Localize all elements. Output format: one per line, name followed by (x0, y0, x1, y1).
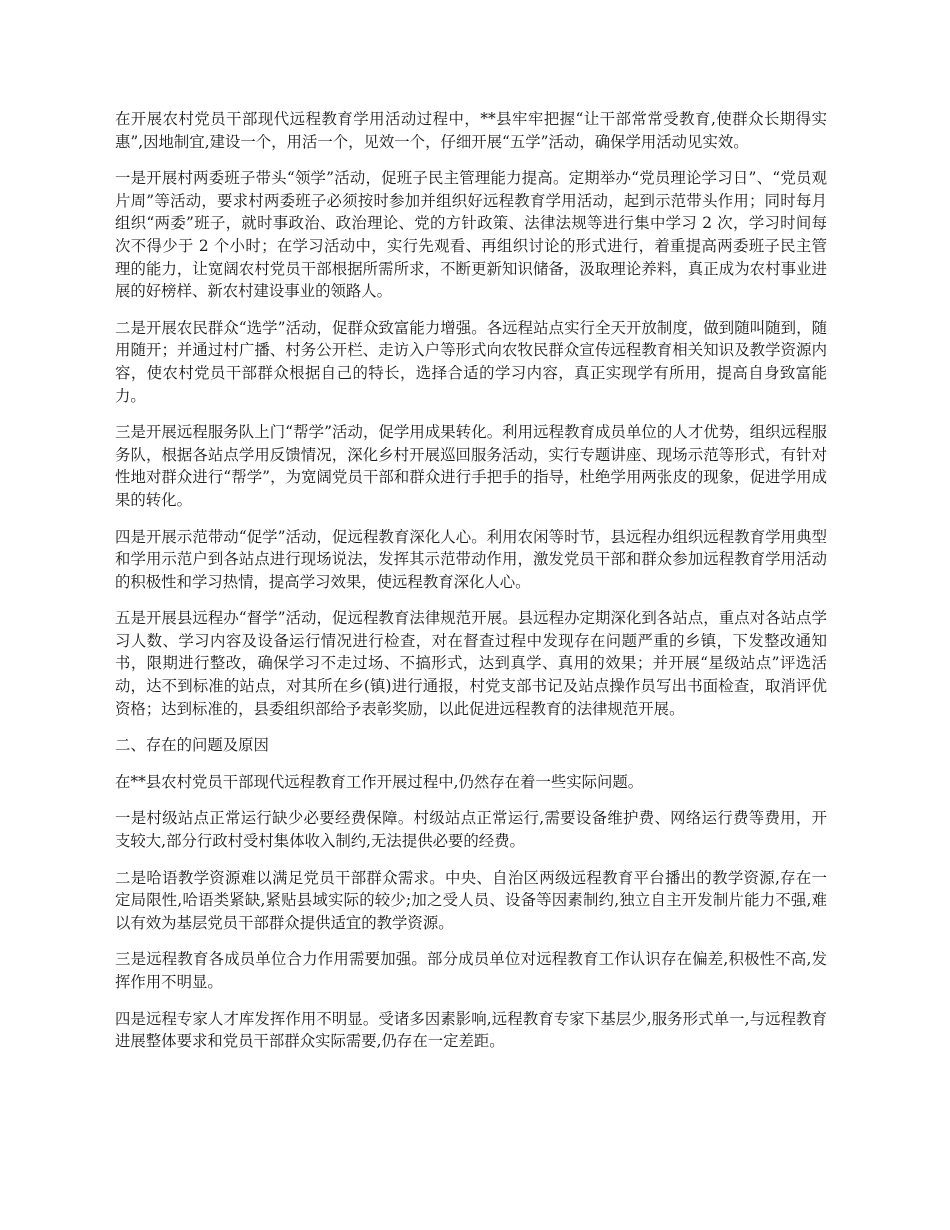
paragraph-cuxue: 四是开展示范带动“促学”活动，促远程教育深化人心。利用农闲等时节，县远程办组织远程教育学用典型和学用示范户到各站点进行现场说法，发挥其示范带动作用，激发党员干部和群众参加远程教育学用活动的积极性和学习热情，提高学习效果，使远程教育深化人心。 (115, 527, 827, 591)
problem-paragraph-resources: 二是哈语教学资源难以满足党员干部群众需求。中央、自治区两级远程教育平台播出的教学资源,存在一定局限性,哈语类紧缺,紧贴县域实际的较少;加之受人员、设备等因素制约,独立自主开发制片能力不强,难以有效为基层党员干部群众提供适宜的教学资源。 (115, 868, 827, 932)
problems-intro-paragraph: 在**县农村党员干部现代远程教育工作开展过程中,仍然存在着一些实际问题。 (115, 772, 644, 791)
paragraph-duxue: 五是开展县远程办“督学”活动，促远程教育法律规范开展。县远程办定期深化到各站点，重点对各站点学习人数、学习内容及设备运行情况进行检查，对在督查过程中发现存在问题严重的乡镇，下发整改通知书，限期进行整改，确保学习不走过场、不搞形式，达到真学、真用的效果；并开展“星级站点”评选活动，达不到标准的站点，对其所在乡(镇)进行通报，村党支部书记及站点操作员写出书面检查，取消评优资格；达到标准的，县委组织部给予表彰奖励，以此促进远程教育的法律规范开展。 (115, 609, 827, 718)
intro-paragraph: 在开展农村党员干部现代远程教育学用活动过程中，**县牢牢把握“让干部常常受教育,使群众长期得实惠”,因地制宜,建设一个，用活一个，见效一个，仔细开展“五学”活动，确保学用活动见实效。 (115, 110, 827, 151)
paragraph-lingxue: 一是开展村两委班子带头“领学”活动，促班子民主管理能力提高。定期举办“党员理论学习日”、“党员观片周”等活动，要求村两委班子必须按时参加并组织好远程教育学用活动，起到示范带头作用；同时每月组织“两委”班子，就时事政治、政治理论、党的方针政策、法律法规等进行集中学习 2 次，学习时间每次不得少于 2 个小时；在学习活动中，实行先观看、再组织讨论的形式进行，着重提高两委班子民主管理的能力，让宽阔农村党员干部根据所需所求，不断更新知识储备，汲取理论养料，真正成为农村事业进展的好榜样、新农村建设事业的领路人。 (115, 169, 827, 301)
problem-paragraph-coordination: 三是远程教育各成员单位合力作用需要加强。部分成员单位对远程教育工作认识存在偏差,积极性不高,发挥作用不明显。 (115, 950, 827, 991)
problem-paragraph-funding: 一是村级站点正常运行缺少必要经费保障。村级站点正常运行,需要设备维护费、网络运行费等费用，开支较大,部分行政村受村集体收入制约,无法提供必要的经费。 (115, 809, 827, 851)
document-body (115, 108, 827, 1067)
paragraph-bangxue: 三是开展远程服务队上门“帮学”活动，促学用成果转化。利用远程教育成员单位的人才优势，组织远程服务队，根据各站点学用反馈情况，深化乡村开展巡回服务活动，实行专题讲座、现场示范等形式，有针对性地对群众进行“帮学”，为宽阔党员干部和群众进行手把手的指导，杜绝学用两张皮的现象，促进学用成果的转化。 (115, 423, 827, 509)
problem-paragraph-experts: 四是远程专家人才库发挥作用不明显。受诸多因素影响,远程教育专家下基层少,服务形式单一,与远程教育进展整体要求和党员干部群众实际需要,仍存在一定差距。 (115, 1009, 827, 1051)
paragraph-xuanxue: 二是开展农民群众“选学”活动，促群众致富能力增强。各远程站点实行全天开放制度，做到随叫随到，随用随开；并通过村广播、村务公开栏、走访入户等形式向农牧民群众宣传远程教育相关知识及教学资源内容，使农村党员干部群众根据自己的特长，选择合适的学习内容，真正实现学有所用，提高自身致富能力。 (115, 318, 827, 405)
section-heading-problems: 二、存在的问题及原因 (115, 736, 269, 755)
